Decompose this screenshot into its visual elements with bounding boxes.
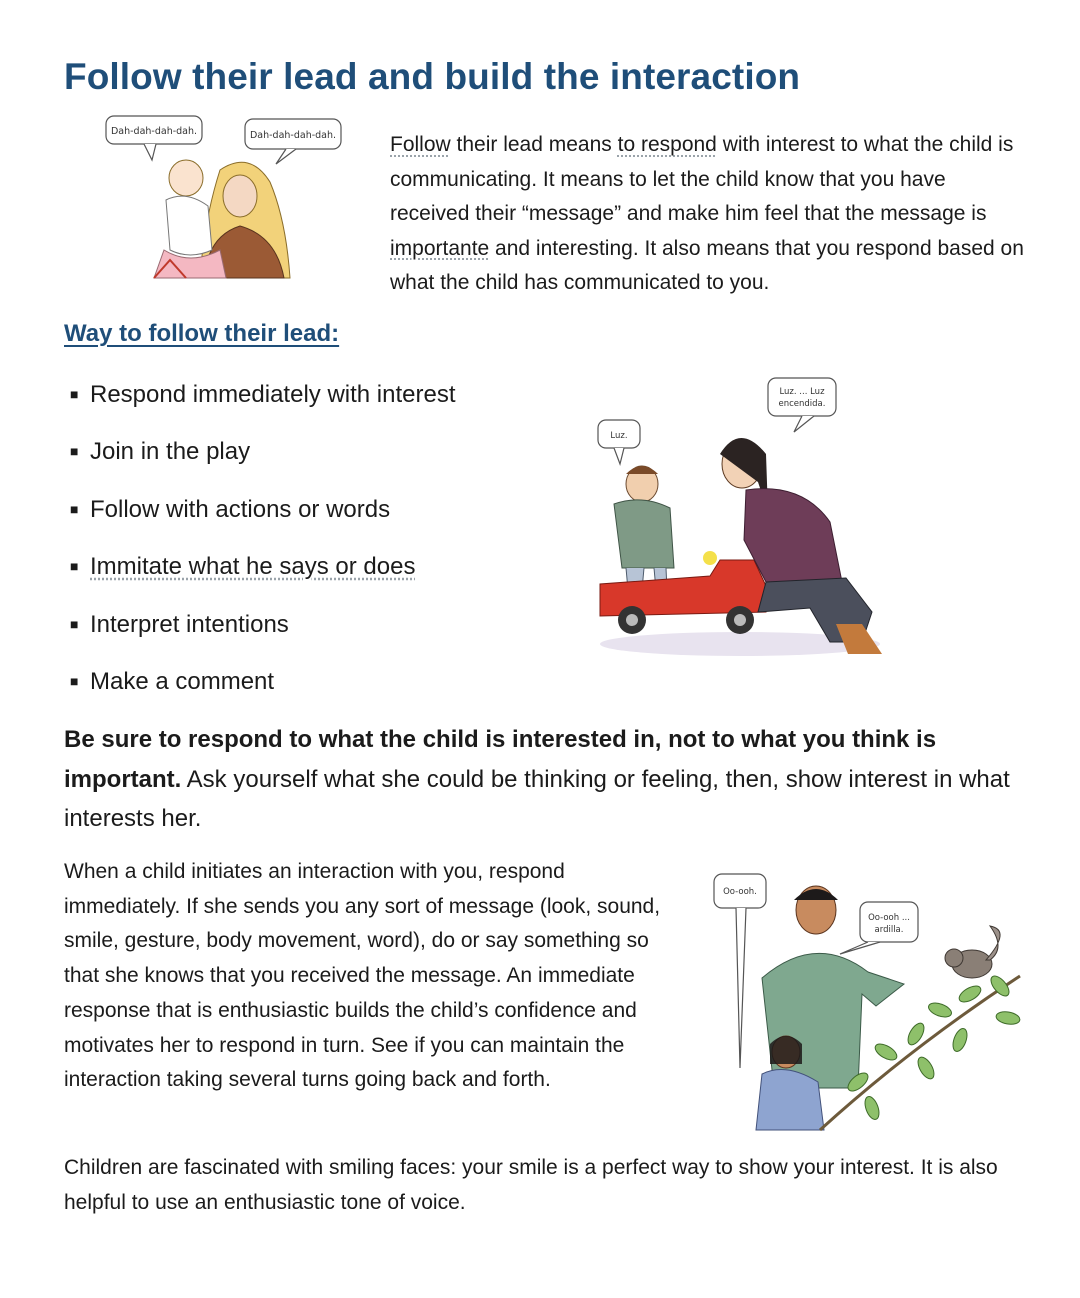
bubble-text-adult-2: encendida. — [778, 399, 826, 409]
bullet-icon: ■ — [70, 672, 79, 689]
mother-baby-illustration — [100, 110, 350, 282]
list-item — [70, 605, 456, 662]
intro-text-3: and interesting. It also means that you respond based on what the child has communicated to you. — [390, 236, 1024, 295]
list-item-label: Interpret intentions — [90, 610, 289, 638]
list-item-label: Immitate what he says or does — [90, 553, 416, 581]
bubble-text-child: Luz. — [610, 431, 628, 441]
intro-paragraph — [390, 128, 1030, 301]
list-item-label: Join in the play — [90, 438, 251, 466]
squirrel-illustration — [690, 868, 1050, 1138]
intro-text-follow: Follow — [390, 133, 451, 156]
speech-bubble-left — [106, 116, 202, 160]
bubble-text-left: Dah-dah-dah-dah. — [110, 126, 198, 137]
bubble-text-adult-2: ardilla. — [874, 925, 904, 935]
bullet-icon: ■ — [70, 615, 79, 632]
bullet-icon: ■ — [70, 500, 79, 517]
intro-text-2: with interest to what the child is communicating. It means to let the child know that you have received their “message” and make him feel that the message is — [390, 133, 1014, 226]
list-item-label: Follow with actions or words — [90, 495, 391, 523]
emphasis-paragraph — [64, 720, 1024, 839]
firetruck-illustration — [570, 372, 890, 668]
speech-bubble-child — [598, 420, 640, 464]
list-item — [70, 490, 456, 547]
intro-text-importante: importante — [390, 236, 490, 260]
page-title: Follow their lead and build the interaction — [64, 56, 801, 97]
bullet-icon: ■ — [70, 443, 79, 460]
speech-bubble-adult — [768, 378, 836, 432]
speech-bubble-adult — [840, 902, 918, 954]
bubble-text-child: Oo-ooh. — [723, 887, 757, 897]
ways-list — [70, 375, 456, 719]
emphasis-bold: Be sure to respond to what the child is interested in, not to what you think is important. — [64, 726, 937, 793]
closing-paragraph: Children are fascinated with smiling faces: your smile is a perfect way to show your interest. It is also helpful to use an enthusiastic tone of voice. — [64, 1156, 998, 1214]
list-item — [70, 547, 456, 604]
list-item-label: Make a comment — [90, 667, 275, 695]
ways-heading: Way to follow their lead: — [64, 320, 340, 347]
bubble-text-right: Dah-dah-dah-dah. — [249, 130, 337, 141]
bubble-text-adult-1: Luz. ... Luz — [779, 387, 825, 397]
speech-bubble-right — [245, 119, 341, 164]
bullet-icon: ■ — [70, 558, 79, 575]
emphasis-rest: Ask yourself what she could be thinking or feeling, then, show interest in what interests her. — [64, 765, 1010, 832]
bullet-icon: ■ — [70, 386, 79, 402]
body-paragraph: When a child initiates an interaction with you, respond immediately. If she sends you any sort of message (look, sound, smile, gesture, body movement, word), do or say something so that she knows that you received the message. An immediate response that is enthusiastic builds the child’s confidence and motivates her to respond in turn. See if you can maintain the interaction taking several turns going back and forth. — [64, 860, 661, 1092]
list-item — [70, 375, 456, 432]
bubble-text-adult-1: Oo-ooh ... — [868, 913, 910, 923]
speech-bubble-child — [714, 874, 766, 1068]
list-item — [70, 432, 456, 489]
intro-text-1: their lead means — [450, 133, 618, 156]
list-item-label: Respond immediately with interest — [90, 381, 456, 408]
intro-text-to-respond: to respond — [617, 133, 717, 156]
list-item — [70, 662, 456, 719]
